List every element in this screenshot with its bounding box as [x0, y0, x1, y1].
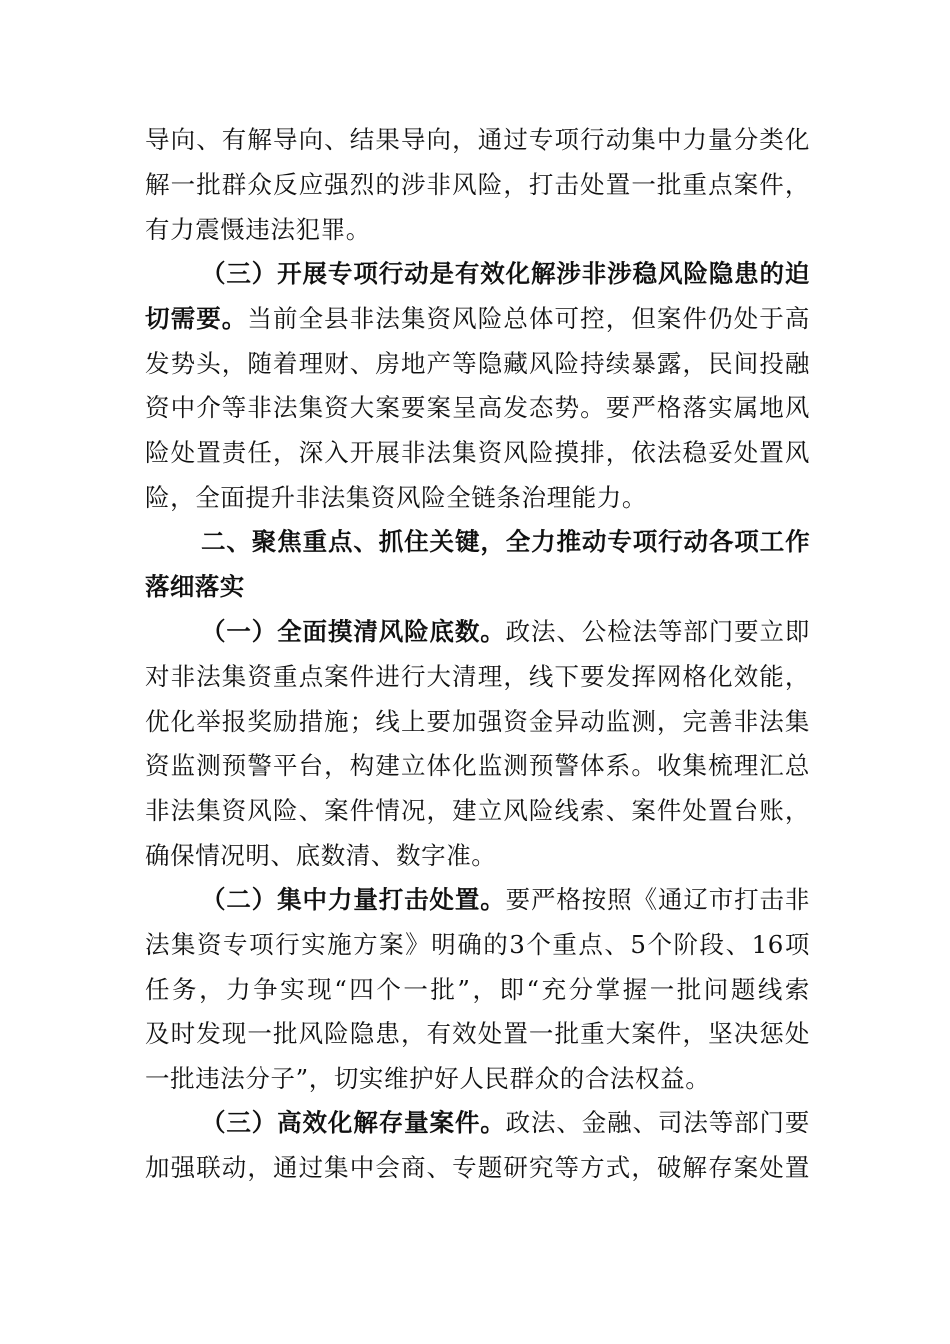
text-line: 确保情况明、底数清、数字准。: [145, 840, 497, 870]
text-line: [145, 878, 810, 923]
text-line: 及时发现一批风险隐患，有效处置一批重大案件，坚决惩处: [145, 1019, 810, 1049]
text-span: 政法、公检法等部门要立即: [505, 617, 810, 646]
text-line: 法集资专项行实施方案》明确的3个重点、5个阶段、16项: [145, 929, 810, 959]
text-line: 有力震慑违法犯罪。: [145, 214, 371, 244]
text-line: [145, 297, 810, 342]
text-line: [145, 1101, 810, 1146]
text-span: 要严格按照《通辽市打击非: [505, 885, 810, 914]
text-line: [145, 610, 810, 655]
text-line: 任务，力争实现“四个一批”，即“充分掌握一批问题线索: [145, 974, 810, 1004]
text-span: 当前全县非法集资风险总体可控，但案件仍处于高: [247, 303, 810, 333]
paragraph-heading-line: （三）开展专项行动是有效化解涉非涉稳风险隐患的迫: [201, 259, 810, 288]
paragraph-section-2-3: [145, 1101, 810, 1191]
text-line: 险处置责任，深入开展非法集资风险摸排，依法稳妥处置风: [145, 438, 810, 468]
paragraph-heading-end: 切需要。: [145, 303, 248, 333]
text-line: 发势头，随着理财、房地产等隐藏风险持续暴露，民间投融: [145, 348, 810, 378]
paragraph-section-2-2: [145, 878, 810, 1102]
paragraph-heading: （一）全面摸清风险底数。: [201, 617, 506, 646]
text-line: 险，全面提升非法集资风险全链条治理能力。: [145, 482, 647, 512]
text-line: 导向、有解导向、结果导向，通过专项行动集中力量分类化: [145, 125, 810, 154]
text-line: 解一批群众反应强烈的涉非风险，打击处置一批重点案件，: [145, 169, 810, 199]
paragraph-section-2-1: [145, 610, 810, 879]
section-heading-line: 二、聚焦重点、抓住关键，全力推动专项行动各项工作: [201, 527, 810, 556]
paragraph-heading: （二）集中力量打击处置。: [201, 885, 506, 914]
text-line: 一批违法分子”，切实维护好人民群众的合法权益。: [145, 1064, 711, 1094]
section-heading-line: 落细落实: [145, 571, 245, 601]
text-line: 非法集资风险、案件情况，建立风险线索、案件处置台账，: [145, 796, 810, 826]
text-line: 对非法集资重点案件进行大清理，线下要发挥网格化效能，: [145, 661, 810, 691]
text-line: 资中介等非法集资大案要案呈高发态势。要严格落实属地风: [145, 393, 810, 423]
paragraph-continuation: [145, 118, 810, 252]
section-heading-2: [145, 520, 810, 610]
paragraph-heading: （三）高效化解存量案件。: [201, 1108, 506, 1137]
paragraph-section-1-3: [145, 252, 810, 521]
text-line: 加强联动，通过集中会商、专题研究等方式，破解存案处置: [145, 1152, 810, 1182]
text-line: 资监测预警平台，构建立体化监测预警体系。收集梳理汇总: [145, 751, 810, 781]
text-line: 优化举报奖励措施；线上要加强资金异动监测，完善非法集: [145, 706, 810, 736]
text-span: 政法、金融、司法等部门要: [505, 1108, 810, 1137]
